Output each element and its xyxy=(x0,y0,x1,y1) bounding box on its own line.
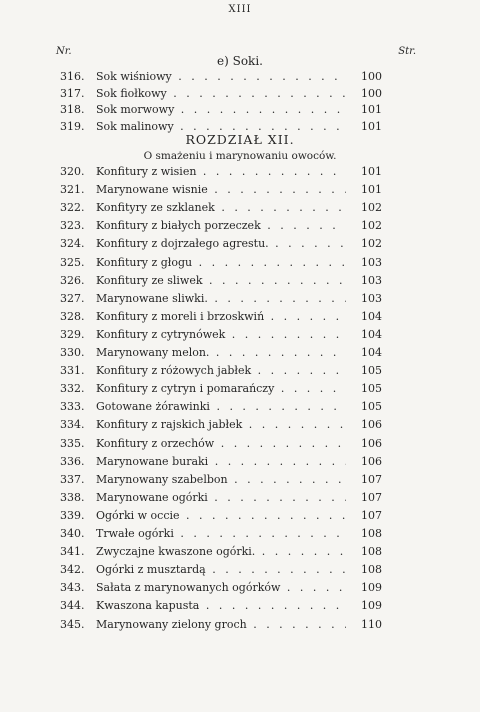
entry-number: 322. xyxy=(60,201,85,215)
entry-page: 105 xyxy=(361,382,382,396)
toc-entry xyxy=(0,272,480,290)
entry-page: 104 xyxy=(361,346,382,359)
entry-number: 319. xyxy=(60,119,85,133)
toc-entry xyxy=(0,181,480,199)
entry-number: 334. xyxy=(60,418,85,432)
entry-number: 324. xyxy=(60,237,85,251)
entry-title: Marynowane sliwki. . . . xyxy=(96,290,346,308)
toc-entry xyxy=(0,326,480,344)
entry-number: 333. xyxy=(60,400,85,414)
entry-page: 102 xyxy=(361,237,382,251)
entry-title: Sałata z marynowanych ogórków . . . xyxy=(96,579,346,597)
entry-title: Marynowane ogórki . . . xyxy=(96,489,346,507)
chapter-title: ROZDZIAŁ XII. xyxy=(185,132,295,147)
entry-number: 343. xyxy=(60,581,85,595)
entry-number: 317. xyxy=(60,86,85,100)
entry-title: Konfitury z rajskich jabłek . . . xyxy=(96,416,346,434)
entry-number: 336. xyxy=(60,454,85,468)
toc-entry xyxy=(0,471,480,489)
entry-page: 105 xyxy=(361,400,382,414)
entry-page: 107 xyxy=(361,508,382,522)
entry-title: Marynowane buraki . . . xyxy=(96,453,346,471)
entry-number: 337. xyxy=(60,472,85,486)
entry-title: Sok malinowy . . . xyxy=(96,118,346,136)
entry-title: Gotowane żórawinki . . . xyxy=(96,398,346,416)
toc-entry xyxy=(0,597,480,615)
entry-title: Kwaszona kapusta . . . xyxy=(96,597,346,615)
column-head-page: Str. xyxy=(398,46,416,57)
toc-entry xyxy=(0,308,480,326)
entry-page: 101 xyxy=(361,165,382,178)
entry-title: Zwyczajne kwaszone ogórki. . . . xyxy=(96,543,346,561)
entry-page: 109 xyxy=(361,599,382,613)
entry-title: Trwałe ogórki . . . xyxy=(96,525,346,543)
entry-page: 101 xyxy=(361,183,382,197)
entry-page: 101 xyxy=(361,119,382,133)
entry-page: 108 xyxy=(361,527,382,540)
entry-number: 323. xyxy=(60,219,85,233)
toc-entry xyxy=(0,398,480,416)
entry-number: 339. xyxy=(60,508,85,522)
entry-page: 106 xyxy=(361,454,382,468)
toc-entry xyxy=(0,217,480,235)
toc-entry xyxy=(0,525,480,543)
entry-title: Konfitury z wisien . . . xyxy=(96,163,346,181)
entry-number: 326. xyxy=(60,273,85,287)
toc-entry xyxy=(0,68,480,86)
toc-entry xyxy=(0,616,480,634)
entry-title: Konfityry ze szklanek . . . xyxy=(96,199,346,217)
chapter-subtitle: O smażeniu i marynowaniu owoców. xyxy=(143,150,337,162)
entry-title: Konfitury z moreli i brzoskwiń . . . xyxy=(96,308,346,326)
entry-number: 328. xyxy=(60,309,85,323)
entry-page: 102 xyxy=(361,201,382,215)
entry-page: 104 xyxy=(361,309,382,323)
toc-entry xyxy=(0,453,480,471)
entry-title: Sok morwowy . . . xyxy=(96,101,346,119)
entry-title: Marynowany szabelbon . . . xyxy=(96,471,346,489)
entry-number: 331. xyxy=(60,364,85,378)
toc-entry xyxy=(0,254,480,272)
entry-title: Konfitury z głogu . . . xyxy=(96,254,346,272)
toc-entry xyxy=(0,579,480,597)
entry-number: 345. xyxy=(60,617,85,631)
entry-page: 109 xyxy=(361,581,382,595)
entry-title: Konfitury z dojrzałego agrestu. . . . xyxy=(96,235,346,253)
entry-title: Marynowany zielony groch . . . xyxy=(96,616,346,634)
entry-number: 318. xyxy=(60,103,85,116)
entry-number: 335. xyxy=(60,436,85,450)
entry-title: Ogórki z musztardą . . . xyxy=(96,561,346,579)
toc-entry xyxy=(0,235,480,253)
entry-number: 316. xyxy=(60,70,85,83)
entry-number: 344. xyxy=(60,599,85,613)
entry-number: 332. xyxy=(60,382,85,396)
entry-title: Sok fiołkowy . . . xyxy=(96,85,346,103)
entry-page: 103 xyxy=(361,255,382,269)
toc-entry xyxy=(0,561,480,579)
entry-title: Marynowane wisnie . . . xyxy=(96,181,346,199)
toc-entry xyxy=(0,199,480,217)
toc-entry xyxy=(0,507,480,525)
entry-number: 341. xyxy=(60,545,85,559)
toc-entry xyxy=(0,543,480,561)
page-number: XIII xyxy=(228,4,252,15)
toc-entry xyxy=(0,344,480,362)
entry-page: 108 xyxy=(361,563,382,577)
entry-number: 340. xyxy=(60,527,85,540)
entry-title: Ogórki w occie . . . xyxy=(96,507,346,525)
toc-entry xyxy=(0,163,480,181)
toc-entry xyxy=(0,416,480,434)
entry-page: 100 xyxy=(361,70,382,83)
entry-number: 338. xyxy=(60,490,85,504)
entry-title: Konfitury z białych porzeczek . . . xyxy=(96,217,346,235)
toc-entry xyxy=(0,489,480,507)
toc-entry xyxy=(0,435,480,453)
entry-number: 327. xyxy=(60,291,85,305)
entry-title: Sok wiśniowy . . . xyxy=(96,68,346,86)
entry-page: 103 xyxy=(361,273,382,287)
entry-title: Konfitury z cytryn i pomarańczy . . . xyxy=(96,380,346,398)
toc-entry xyxy=(0,290,480,308)
entry-number: 342. xyxy=(60,563,85,577)
entry-page: 106 xyxy=(361,418,382,432)
entry-page: 107 xyxy=(361,472,382,486)
toc-entry xyxy=(0,85,480,103)
toc-entry xyxy=(0,380,480,398)
entry-page: 104 xyxy=(361,327,382,341)
entry-number: 330. xyxy=(60,346,85,359)
entry-page: 100 xyxy=(361,86,382,100)
entry-title: Konfitury z różowych jabłek . . . xyxy=(96,362,346,380)
entry-page: 106 xyxy=(361,436,382,450)
section-title: e) Soki. xyxy=(217,54,263,68)
entry-number: 329. xyxy=(60,327,85,341)
entry-page: 110 xyxy=(361,617,382,631)
entry-title: Konfitury z cytrynówek . . . xyxy=(96,326,346,344)
entry-number: 325. xyxy=(60,255,85,269)
entry-page: 103 xyxy=(361,291,382,305)
toc-entry xyxy=(0,101,480,119)
entry-page: 101 xyxy=(361,103,382,116)
entry-page: 105 xyxy=(361,364,382,378)
entry-title: Konfitury ze sliwek . . . xyxy=(96,272,346,290)
entry-page: 107 xyxy=(361,490,382,504)
toc-entry xyxy=(0,362,480,380)
entry-page: 102 xyxy=(361,219,382,233)
column-head-number: Nr. xyxy=(56,46,72,57)
entry-number: 321. xyxy=(60,183,85,197)
entry-title: Konfitury z orzechów . . . xyxy=(96,435,346,453)
entry-page: 108 xyxy=(361,545,382,559)
entry-number: 320. xyxy=(60,165,85,178)
entry-title: Marynowany melon. . . . xyxy=(96,344,346,362)
